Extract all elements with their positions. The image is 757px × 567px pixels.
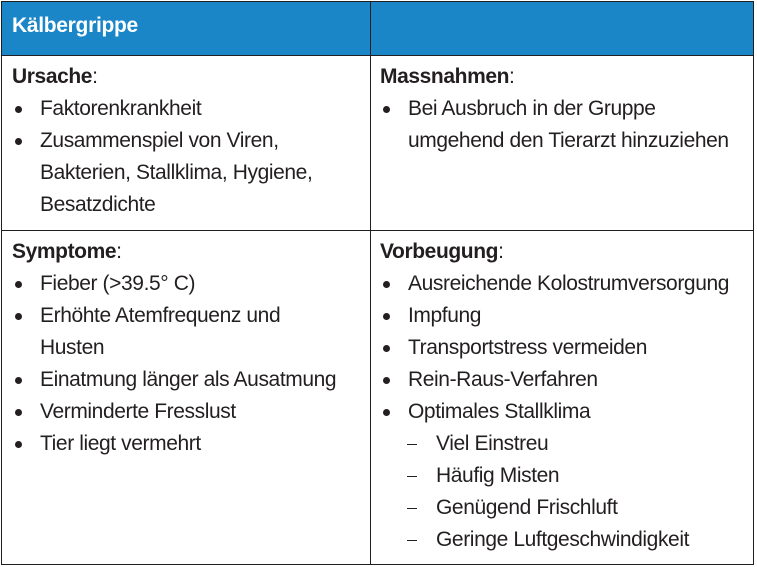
info-table bbox=[1, 1, 754, 565]
list-item: Erhöhte Atemfrequenz und Husten bbox=[12, 300, 310, 364]
list-item: Faktorenkrankheit bbox=[12, 93, 364, 125]
list-item: Verminderte Fresslust bbox=[12, 396, 364, 428]
sub-list-item: Genügend Frischluft bbox=[380, 492, 750, 524]
list-item: Ausreichende Kolostrumversorgung bbox=[380, 268, 750, 300]
cell-massnahmen bbox=[380, 61, 745, 157]
cell-symptome bbox=[12, 236, 364, 460]
vorbeugung-heading: Vorbeugung: bbox=[380, 240, 504, 263]
massnahmen-title: Massnahmen bbox=[380, 65, 510, 88]
massnahmen-heading: Massnahmen: bbox=[380, 65, 515, 88]
sub-list-item: Viel Einstreu bbox=[380, 428, 750, 460]
row-divider bbox=[2, 230, 753, 231]
vorbeugung-title: Vorbeugung bbox=[380, 240, 499, 263]
symptome-list bbox=[12, 268, 364, 460]
stallklima-sublist bbox=[380, 428, 750, 556]
ursache-heading: Ursache: bbox=[12, 65, 98, 88]
massnahmen-list bbox=[380, 93, 745, 157]
list-item: Bei Ausbruch in der Gruppe umgehend den Tierarzt hinzuziehen bbox=[380, 93, 738, 157]
list-item: Einatmung länger als Ausatmung bbox=[12, 364, 364, 396]
symptome-heading: Symptome: bbox=[12, 240, 122, 263]
list-item: Transportstress vermeiden bbox=[380, 332, 750, 364]
ursache-list bbox=[12, 93, 364, 221]
list-item: Zusammenspiel von Viren, Bakterien, Stallklima, Hygiene, Besatzdichte bbox=[12, 125, 340, 221]
list-item: Rein-Raus-Verfahren bbox=[380, 364, 750, 396]
cell-ursache bbox=[12, 61, 364, 221]
column-divider bbox=[370, 2, 371, 564]
sub-list-item: Geringe Luftgeschwindigkeit bbox=[380, 524, 750, 556]
cell-vorbeugung bbox=[380, 236, 750, 556]
sub-list-item: Häufig Misten bbox=[380, 460, 750, 492]
ursache-title: Ursache bbox=[12, 65, 93, 88]
table-title: Kälbergrippe bbox=[12, 14, 138, 37]
list-item: Fieber (>39.5° C) bbox=[12, 268, 364, 300]
list-item: Tier liegt vermehrt bbox=[12, 428, 364, 460]
vorbeugung-list bbox=[380, 268, 750, 428]
symptome-title: Symptome bbox=[12, 240, 117, 263]
list-item: Impfung bbox=[380, 300, 750, 332]
table-header bbox=[2, 2, 753, 56]
list-item: Optimales Stallklima bbox=[380, 396, 750, 428]
